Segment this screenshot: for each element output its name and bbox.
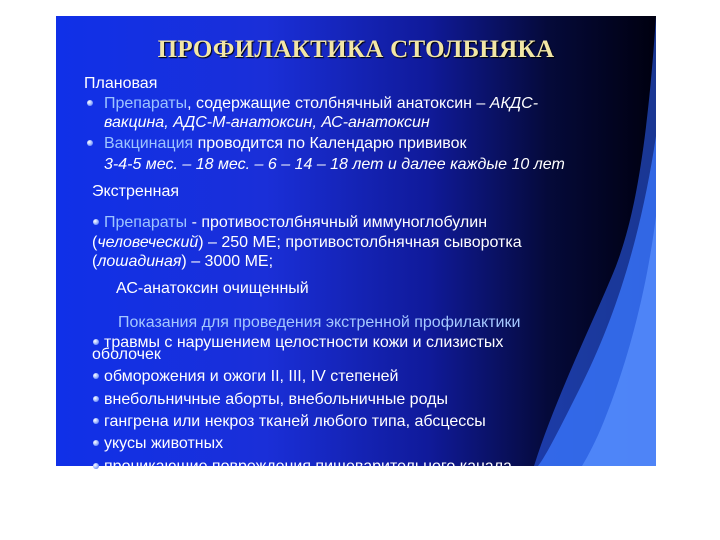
- planned-item-2: [104, 134, 467, 153]
- emergency-heading: Экстренная: [92, 183, 180, 200]
- planned-heading: Плановая: [84, 75, 158, 92]
- indications-heading: Показания для проведения экстренной профилактики: [118, 314, 521, 331]
- planned-item-1-cont: вакцина, АДС-М-анатоксин, АС-анатоксин: [104, 114, 430, 131]
- planned-item-2-text: проводится по Календарю прививок: [193, 135, 467, 152]
- emergency-item-1-text3: ) – 3000 МЕ;: [181, 253, 274, 270]
- planned-item-1: [104, 94, 538, 113]
- planned-item-1-highlight: Препараты: [104, 95, 188, 112]
- bullet-icon: [93, 418, 99, 424]
- bullet-icon: [87, 100, 93, 106]
- planned-item-2-highlight: Вакцинация: [104, 135, 194, 152]
- indication-item-3: внебольничные аборты, внебольничные роды: [104, 391, 448, 408]
- bullet-icon: [93, 396, 99, 402]
- bullet-icon: [93, 440, 99, 446]
- toxoid-line: АС-анатоксин очищенный: [116, 280, 309, 297]
- indication-item-2: обморожения и ожоги II, III, IV степеней: [104, 368, 399, 385]
- emergency-item-1-line2: [92, 233, 522, 252]
- planned-item-1-text: , содержащие столбнячный анатоксин –: [187, 95, 490, 112]
- paren: (: [92, 253, 98, 270]
- bullet-icon: [93, 373, 99, 379]
- bullet-icon: [93, 219, 99, 225]
- indication-item-1: травмы с нарушением целостности кожи и слизистых: [104, 334, 504, 351]
- planned-item-1-italic: АКДС-: [489, 95, 539, 112]
- emergency-item-1-italic-horse: лошадиная: [97, 253, 182, 270]
- indication-item-6: проникающие повреждения пищеварительного канала: [104, 458, 512, 475]
- indication-item-4: гангрена или некроз тканей любого типа, абсцессы: [104, 413, 486, 430]
- emergency-item-1-text: - противостолбнячный иммуноглобулин: [187, 214, 488, 231]
- indication-item-1-cont: оболочек: [92, 346, 161, 363]
- paren: (: [92, 234, 98, 251]
- slide-title: ПРОФИЛАКТИКА СТОЛБНЯКА: [157, 36, 555, 63]
- indication-item-5: укусы животных: [104, 435, 224, 452]
- emergency-item-1-italic-human: человеческий: [97, 234, 199, 251]
- slide: [56, 16, 656, 475]
- emergency-item-1-highlight: Препараты: [104, 214, 188, 231]
- emergency-item-1-line3: [92, 252, 273, 271]
- emergency-item-1-text2: ) – 250 МЕ; противостолбнячная сыворотка: [198, 234, 522, 251]
- emergency-item-1: [104, 213, 487, 232]
- bullet-icon: [87, 140, 93, 146]
- bullet-icon: [93, 463, 99, 469]
- vaccination-schedule: 3-4-5 мес. – 18 мес. – 6 – 14 – 18 лет и далее каждые 10 лет: [104, 156, 565, 173]
